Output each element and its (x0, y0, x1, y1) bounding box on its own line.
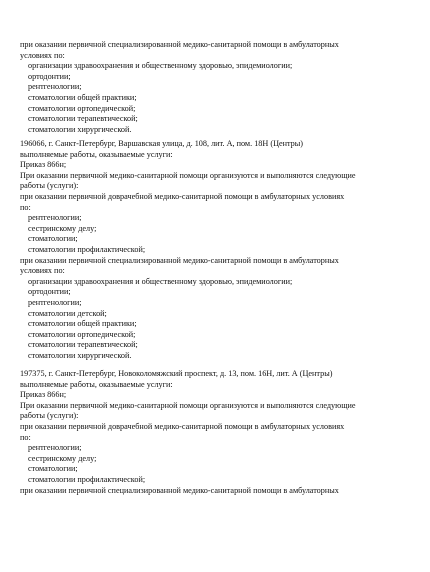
text-line: работы (услуги): (20, 181, 79, 191)
address-section-varshavskaya (20, 139, 415, 361)
text-line: работы (услуги): (20, 411, 79, 421)
text-line: Приказ 866н; (20, 390, 67, 400)
text-line: по: (20, 202, 31, 212)
text-line: условиях по: (20, 50, 65, 60)
text-line: при оказании первичной специализированной медико-санитарной помощи в амбулаторных (20, 485, 339, 495)
text-line: стоматологии общей практики; (28, 92, 137, 102)
text-line: ортодонтии; (28, 287, 71, 297)
text-line: организации здравоохранения и общественному здоровью, эпидемиологии; (28, 61, 293, 71)
text-line: 197375, г. Санкт-Петербург, Новоколомяжский проспект, д. 13, пом. 16Н, лит. А (Центры) (20, 369, 333, 378)
text-line: стоматологии терапевтической; (28, 340, 138, 350)
text-line: выполняемые работы, оказываемые услуги: (20, 149, 173, 159)
text-line: при оказании первичной доврачебной медико-санитарной помощи в амбулаторных условиях (20, 191, 345, 201)
license-section-services (20, 40, 415, 135)
text-line: стоматологии ортопедической; (28, 329, 136, 339)
text-line: при оказании первичной доврачебной медико-санитарной помощи в амбулаторных условиях (20, 421, 345, 431)
text-line: стоматологии общей практики; (28, 319, 137, 329)
text-line: при оказании первичной специализированной медико-санитарной помощи в амбулаторных (20, 255, 339, 265)
text-line: стоматологии хирургической. (28, 124, 132, 134)
text-line: сестринскому делу; (28, 453, 97, 463)
text-line: ортодонтии; (28, 71, 71, 81)
text-line: 196066, г. Санкт-Петербург, Варшавская улица, д. 108, лит. А, пом. 18Н (Центры) (20, 139, 304, 148)
text-line: При оказании первичной медико-санитарной помощи организуются и выполняются следующие (20, 170, 356, 180)
text-line: стоматологии профилактической; (28, 244, 146, 254)
text-line: при оказании первичной специализированной медико-санитарной помощи в амбулаторных (20, 40, 339, 49)
text-line: стоматологии ортопедической; (28, 103, 136, 113)
text-line: стоматологии; (28, 464, 78, 474)
text-line: рентгенологии; (28, 213, 82, 223)
text-line: стоматологии терапевтической; (28, 114, 138, 124)
text-line: условиях по: (20, 266, 65, 276)
text-line: рентгенологии; (28, 297, 82, 307)
text-line: рентгенологии; (28, 82, 82, 92)
text-line: стоматологии профилактической; (28, 474, 146, 484)
text-line: стоматологии хирургической. (28, 350, 132, 360)
text-line: выполняемые работы, оказываемые услуги: (20, 379, 173, 389)
text-line: стоматологии; (28, 234, 78, 244)
text-line: При оказании первичной медико-санитарной помощи организуются и выполняются следующие (20, 400, 356, 410)
text-line: по: (20, 432, 31, 442)
text-line: сестринскому делу; (28, 223, 97, 233)
address-section-novokolomyazhsky (20, 369, 415, 496)
text-line: организации здравоохранения и общественному здоровью, эпидемиологии; (28, 276, 293, 286)
text-line: стоматологии детской; (28, 308, 107, 318)
text-line: Приказ 866н; (20, 160, 67, 170)
text-line: рентгенологии; (28, 443, 82, 453)
